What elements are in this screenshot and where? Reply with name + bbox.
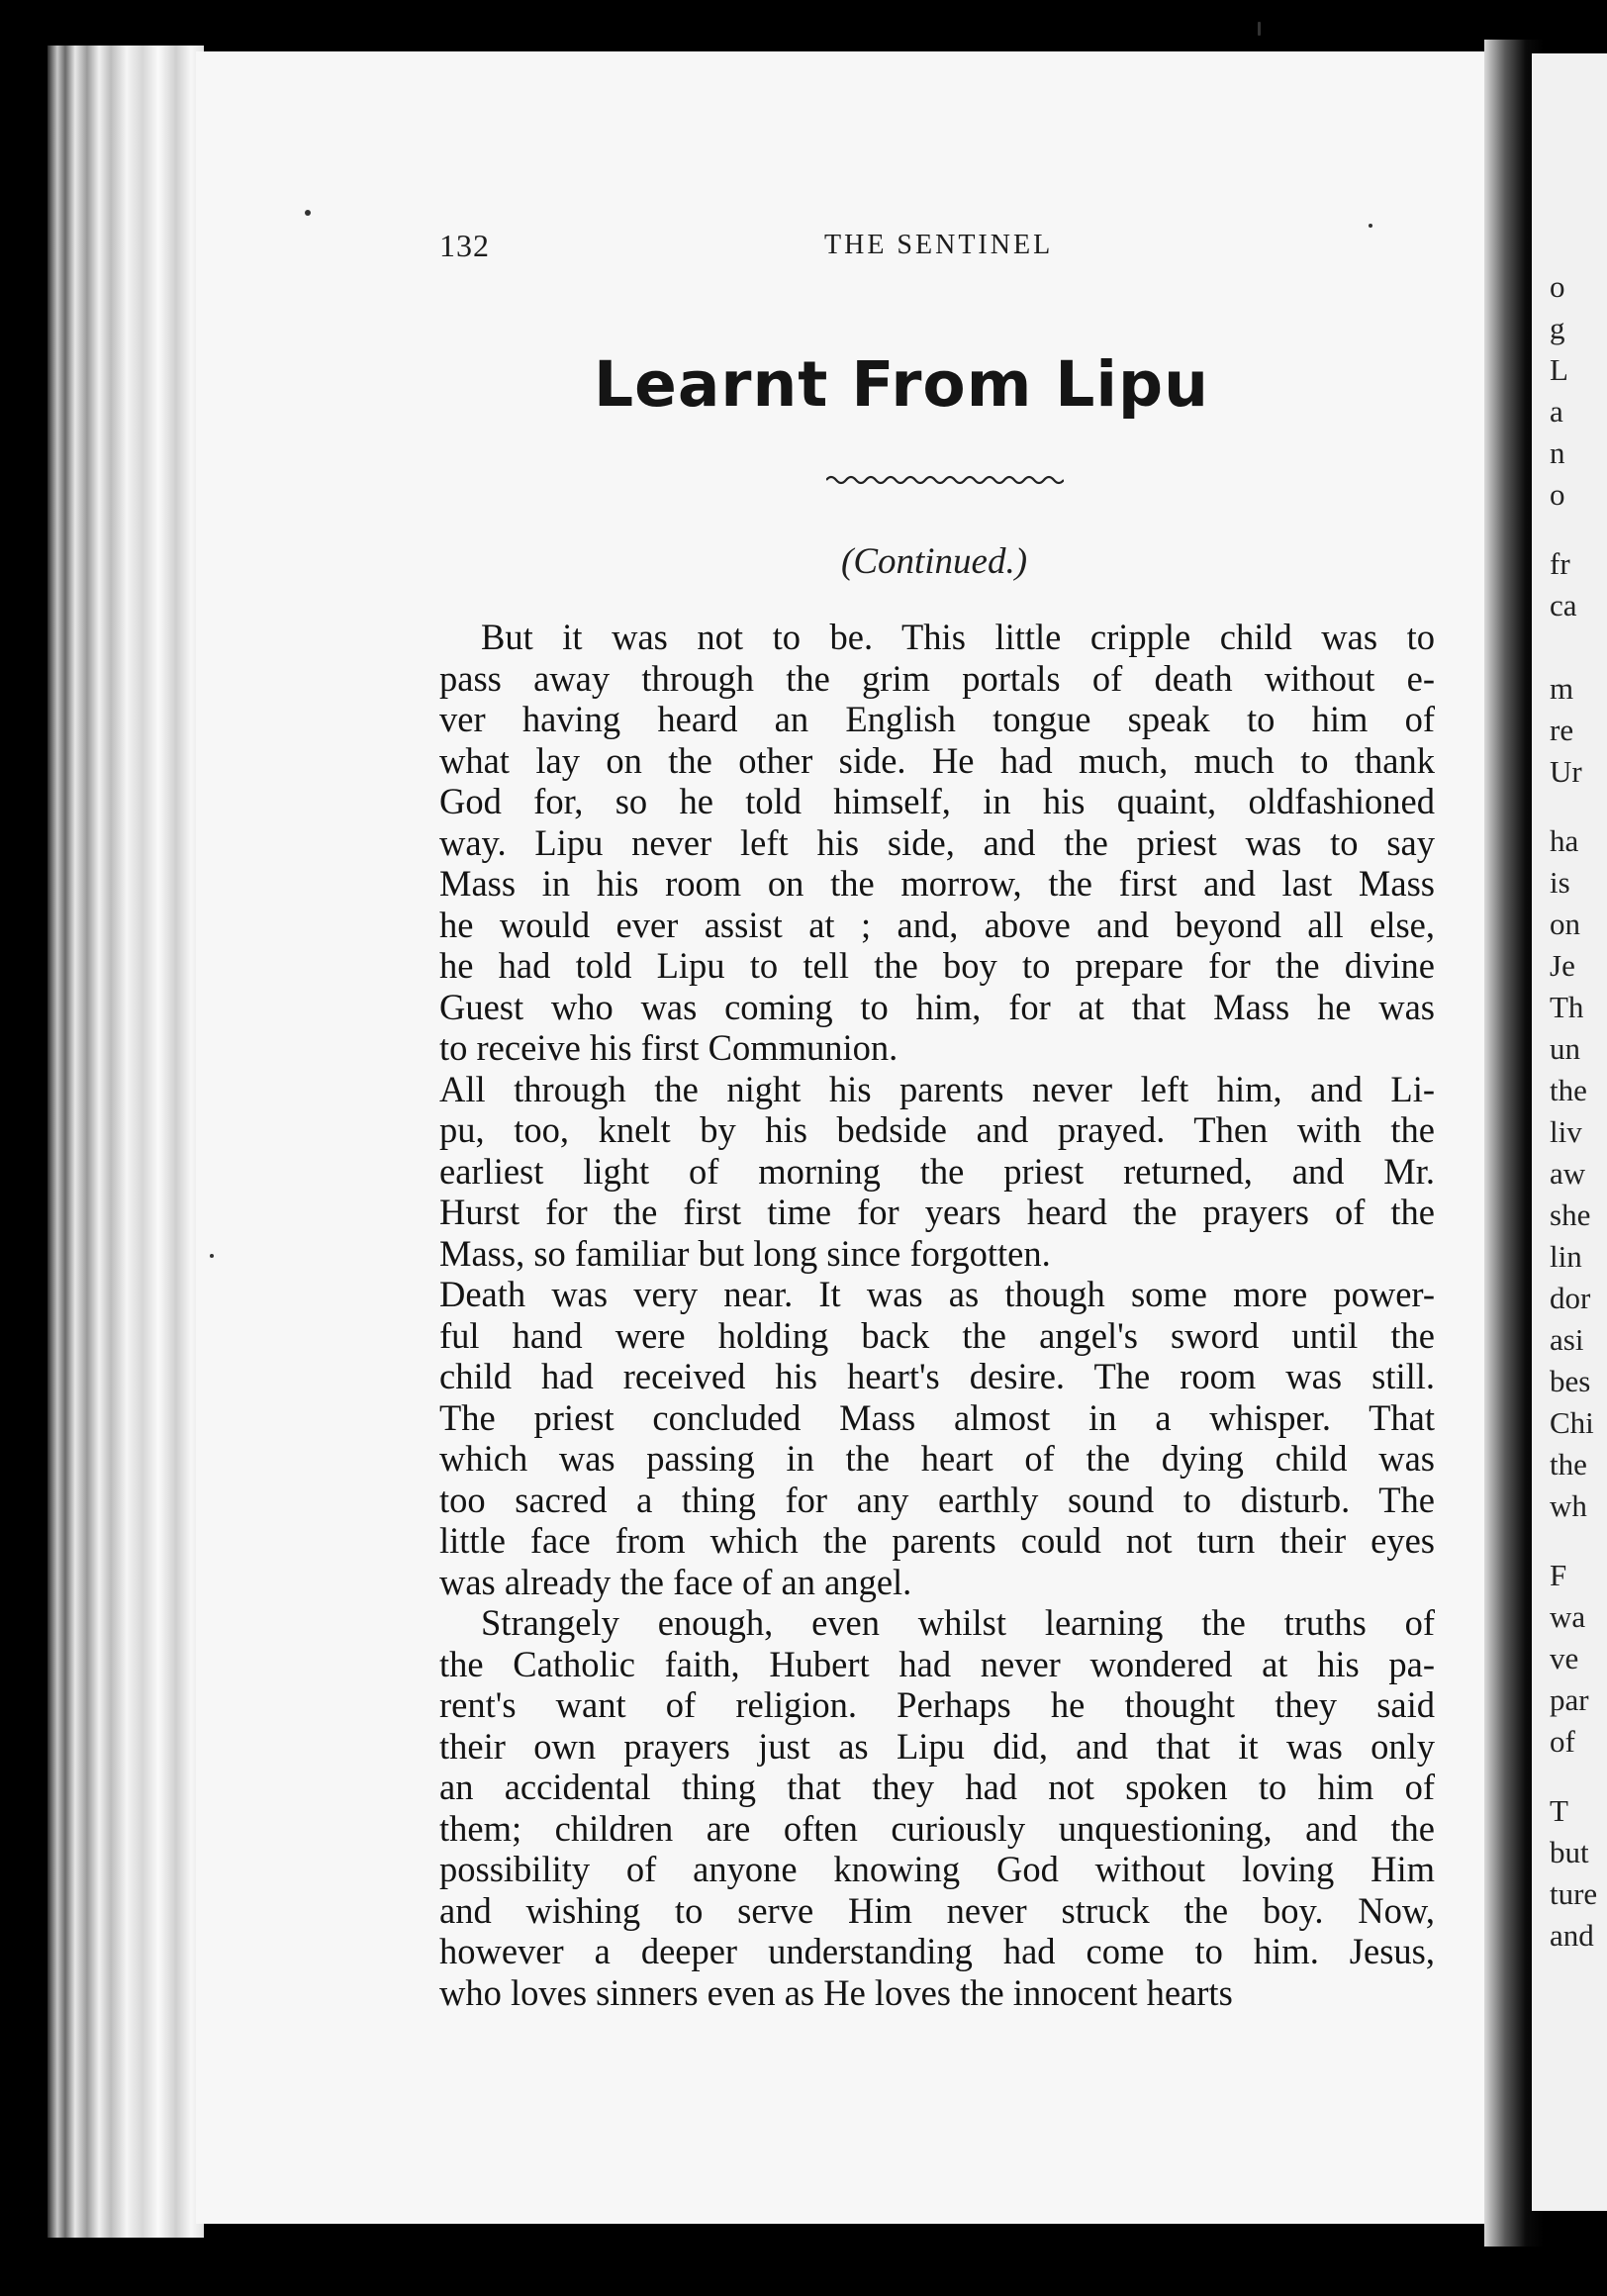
text-line: he would ever assist at ; and, above and beyond all else, — [439, 904, 1435, 945]
facing-page-text: o — [1550, 269, 1565, 304]
facing-page-text: and — [1550, 1918, 1594, 1953]
text-line: which was passing in the heart of the dying child was — [439, 1438, 1435, 1479]
text-line: was already the face of an angel. — [439, 1561, 912, 1602]
facing-page-text: fr — [1550, 546, 1570, 581]
facing-page-text: lin — [1550, 1239, 1582, 1274]
text-line: The priest concluded Mass almost in a whisper. That — [439, 1396, 1435, 1438]
book-page-edges — [47, 46, 204, 2238]
facing-page-text: F — [1550, 1558, 1567, 1592]
dust-speck — [1258, 22, 1261, 36]
dust-speck — [1369, 224, 1372, 228]
text-line: little face from which the parents could not turn their eyes — [439, 1520, 1435, 1561]
facing-page-text: the — [1550, 1073, 1587, 1107]
facing-page-text: a — [1550, 394, 1563, 429]
facing-page-text: asi — [1550, 1322, 1584, 1357]
facing-page-text: par — [1550, 1682, 1589, 1717]
text-line: to receive his first Communion. — [439, 1027, 898, 1068]
text-line: Death was very near. It was as though some more power- — [439, 1274, 1435, 1314]
running-head — [0, 228, 1607, 273]
text-line: their own prayers just as Lipu did, and that it was only — [439, 1725, 1435, 1767]
paragraph — [439, 1602, 1435, 2013]
text-line: an accidental thing that they had not spoken to him of — [439, 1767, 1435, 1807]
wavy-rule-ornament — [826, 470, 1064, 490]
facing-page-text: m — [1550, 671, 1574, 706]
text-line: rent's want of religion. Perhaps he thought they said — [439, 1684, 1435, 1725]
facing-page-text: T — [1550, 1793, 1568, 1828]
facing-page-text: of — [1550, 1724, 1575, 1759]
text-line: however a deeper understanding had come to him. Jesus, — [439, 1931, 1435, 1971]
text-line: what lay on the other side. He had much, much to thank — [439, 739, 1435, 781]
facing-page-text: but — [1550, 1835, 1589, 1869]
text-line: pass away through the grim portals of death without e- — [439, 657, 1435, 699]
facing-page-text: re — [1550, 713, 1574, 747]
facing-page-text: aw — [1550, 1156, 1586, 1191]
article-title: Learnt From Lipu — [594, 348, 1209, 421]
facing-page-text: on — [1550, 907, 1580, 941]
text-line: possibility of anyone knowing God without loving Him — [439, 1849, 1435, 1889]
text-line: he had told Lipu to tell the boy to prepare for the divine — [439, 945, 1435, 986]
text-line: the Catholic faith, Hubert had never wondered at his pa- — [439, 1643, 1435, 1684]
text-line: Strangely enough, even whilst learning the truths of — [481, 1602, 1435, 1643]
text-line: Guest who was coming to him, for at that Mass he was — [439, 986, 1435, 1027]
text-line: and wishing to serve Him never struck the boy. Now, — [439, 1889, 1435, 1931]
facing-page-text: is — [1550, 865, 1570, 900]
facing-page-text: ve — [1550, 1641, 1579, 1675]
text-line: earliest light of morning the priest returned, and Mr. — [439, 1150, 1435, 1192]
paragraph — [439, 617, 1435, 1069]
facing-page-text: L — [1550, 352, 1568, 387]
text-line: Mass in his room on the morrow, the first and last Mass — [439, 863, 1435, 904]
facing-page-text: dor — [1550, 1281, 1591, 1315]
dust-speck — [210, 1254, 214, 1258]
text-line: child had received his heart's desire. The room was still. — [439, 1356, 1435, 1396]
text-line: ful hand were holding back the angel's sword until the — [439, 1314, 1435, 1356]
text-line: Hurst for the first time for years heard the prayers of the — [439, 1192, 1435, 1232]
facing-page-text: Ur — [1550, 754, 1582, 789]
paragraph — [439, 1069, 1435, 1275]
facing-page-text: Chi — [1550, 1405, 1594, 1440]
text-line: God for, so he told himself, in his quaint, oldfashioned — [439, 781, 1435, 821]
facing-page-text: g — [1550, 311, 1565, 345]
page-number: 132 — [439, 228, 490, 263]
facing-page-text: ha — [1550, 823, 1579, 858]
facing-page-text: wh — [1550, 1488, 1587, 1523]
facing-page-text: ca — [1550, 588, 1577, 622]
facing-page-fragment — [1532, 53, 1607, 2211]
article-body — [439, 617, 1435, 2013]
facing-page-text: Th — [1550, 990, 1584, 1024]
continued-note: (Continued.) — [841, 541, 1028, 582]
text-line: Mass, so familiar but long since forgotten. — [439, 1232, 1051, 1274]
facing-page-text: Je — [1550, 948, 1575, 983]
facing-page-text: o — [1550, 477, 1565, 512]
text-line: pu, too, knelt by his bedside and prayed. Then with the — [439, 1109, 1435, 1150]
dust-speck — [305, 210, 311, 216]
journal-title: THE SENTINEL — [824, 230, 1054, 260]
facing-page-text: bes — [1550, 1364, 1591, 1398]
text-line: who loves sinners even as He loves the innocent hearts — [439, 1971, 1233, 2013]
facing-page-text: n — [1550, 435, 1565, 470]
text-line: them; children are often curiously unquestioning, and the — [439, 1807, 1435, 1849]
text-line: too sacred a thing for any earthly sound to disturb. The — [439, 1479, 1435, 1520]
facing-page-text: liv — [1550, 1114, 1582, 1149]
facing-page-text: wa — [1550, 1599, 1586, 1634]
text-line: All through the night his parents never left him, and Li- — [439, 1068, 1435, 1109]
facing-page-text: ture — [1550, 1876, 1598, 1911]
facing-page-text: the — [1550, 1447, 1587, 1482]
facing-page-text: un — [1550, 1031, 1580, 1066]
facing-page-text: she — [1550, 1197, 1591, 1232]
text-line: way. Lipu never left his side, and the priest was to say — [439, 821, 1435, 863]
text-line: ver having heard an English tongue speak to him of — [439, 699, 1435, 739]
text-line: But it was not to be. This little cripple child was to — [481, 617, 1435, 657]
paragraph — [439, 1274, 1435, 1602]
